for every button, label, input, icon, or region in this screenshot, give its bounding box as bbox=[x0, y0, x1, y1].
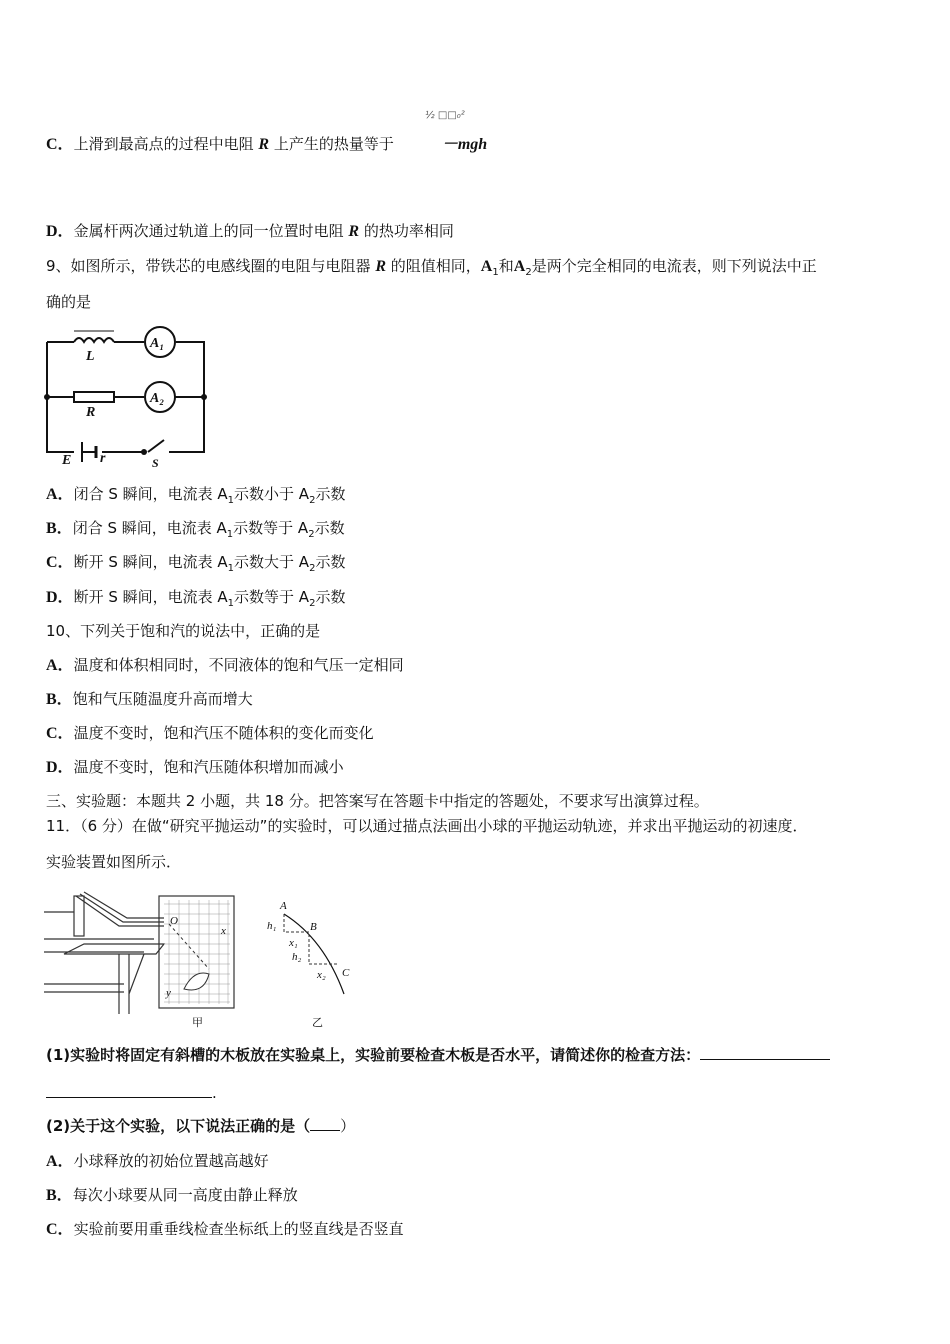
label-jia: 甲 bbox=[192, 1016, 203, 1029]
section-heading: 三、实验题：本题共 2 小题，共 18 分。把答案写在答题卡中指定的答题处，不要求写出演算过程。 bbox=[46, 792, 709, 810]
q11-part1-cont: . bbox=[46, 1083, 217, 1103]
label-B: B bbox=[310, 921, 317, 933]
q11-option-c: C．实验前要用重垂线检查坐标纸上的竖直线是否竖直 bbox=[46, 1220, 404, 1238]
label-r: r bbox=[100, 451, 106, 466]
label-E: E bbox=[62, 453, 72, 468]
experiment-figure bbox=[44, 884, 364, 1034]
q10-option-d: D．温度不变时，饱和汽压随体积增加而减小 bbox=[46, 758, 344, 776]
label-h1: h₁ bbox=[267, 920, 277, 932]
inductor-coil bbox=[74, 338, 114, 342]
answer-blank-1-cont[interactable] bbox=[46, 1083, 212, 1098]
answer-blank-1[interactable] bbox=[700, 1045, 830, 1060]
formula-fraction: ½ □□₀² bbox=[425, 110, 465, 121]
answer-blank-2[interactable] bbox=[310, 1116, 340, 1131]
q9-option-b: B．闭合 S 瞬间，电流表 $A_1$示数等于 $A_2$示数 bbox=[46, 519, 345, 540]
label-A2: A₂ bbox=[150, 391, 165, 406]
circuit-diagram bbox=[44, 322, 214, 472]
label-x2: x₂ bbox=[317, 969, 326, 981]
label-R: R bbox=[86, 405, 96, 420]
q8-option-c: C．上滑到最高点的过程中电阻 R 上产生的热量等于 －mgh bbox=[46, 135, 488, 153]
label-A1: A₁ bbox=[150, 336, 165, 351]
q11-part1: (1)实验时将固定有斜槽的木板放在实验桌上，实验前要检查木板是否水平，请简述你的检查方法： bbox=[46, 1045, 830, 1065]
table bbox=[44, 912, 154, 992]
q10-stem: 10、下列关于饱和汽的说法中，正确的是 bbox=[46, 622, 321, 640]
label-C: C bbox=[342, 967, 350, 979]
q9-option-a: A．闭合 S 瞬间，电流表 $A_1$示数小于 $A_2$示数 bbox=[46, 485, 346, 506]
q10-option-c: C．温度不变时，饱和汽压不随体积的变化而变化 bbox=[46, 724, 374, 742]
label-O: O bbox=[170, 915, 178, 927]
q11-option-a: A．小球释放的初始位置越高越好 bbox=[46, 1152, 269, 1170]
q10-option-b: B．饱和气压随温度升高而增大 bbox=[46, 690, 253, 708]
label-A: A bbox=[280, 900, 287, 912]
q9-stem: 9、如图所示，带铁芯的电感线圈的电阻与电阻器 R 的阻值相同，$A_1$和$A_2$是两个完全相同的电流表，则下列说法中正 bbox=[46, 257, 817, 278]
q11-stem-cont: 实验装置如图所示． bbox=[46, 853, 182, 871]
label-y: y bbox=[166, 987, 171, 999]
label-S: S bbox=[152, 456, 159, 470]
q9-option-d: D．断开 S 瞬间，电流表 $A_1$示数等于 $A_2$示数 bbox=[46, 588, 346, 609]
label-L: L bbox=[86, 349, 95, 364]
q10-option-a: A．温度和体积相同时，不同液体的饱和气压一定相同 bbox=[46, 656, 404, 674]
label-x: x bbox=[221, 925, 226, 937]
label-x1: x₁ bbox=[289, 937, 298, 949]
q11-part2: (2)关于这个实验，以下说法正确的是（ ） bbox=[46, 1117, 356, 1135]
q8-option-d: D．金属杆两次通过轨道上的同一位置时电阻 R 的热功率相同 bbox=[46, 222, 454, 240]
q11-stem: 11．（6 分）在做“研究平抛运动”的实验时，可以通过描点法画出小球的平抛运动轨迹，并求出平抛运动的初速度． bbox=[46, 817, 808, 835]
chute bbox=[76, 892, 164, 926]
q9-stem-cont: 确的是 bbox=[46, 293, 92, 311]
q9-option-c: C．断开 S 瞬间，电流表 $A_1$示数大于 $A_2$示数 bbox=[46, 553, 346, 574]
label-yi: 乙 bbox=[312, 1016, 323, 1029]
q11-option-b: B．每次小球要从同一高度由静止释放 bbox=[46, 1186, 298, 1204]
label-h2: h₂ bbox=[292, 951, 302, 963]
resistor bbox=[74, 392, 114, 402]
